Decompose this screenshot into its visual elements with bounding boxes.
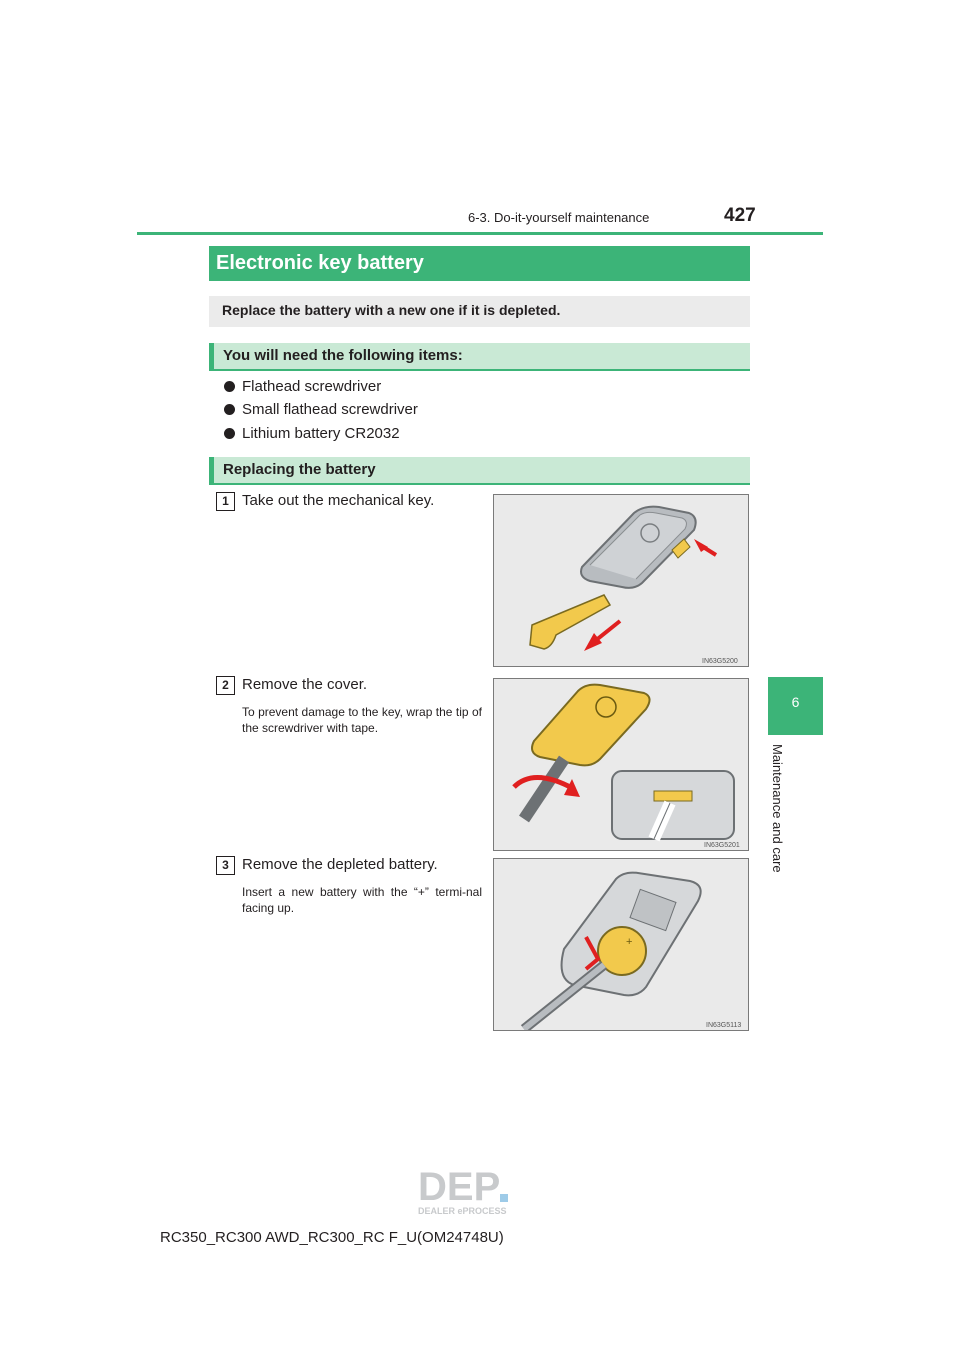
header-divider xyxy=(137,232,823,235)
dealer-eprocess-logo xyxy=(416,1164,546,1221)
step-2-figure xyxy=(493,678,749,851)
step-number: 3 xyxy=(216,856,235,875)
figure-code: IN63G5201 xyxy=(704,842,740,849)
step-text: Take out the mechanical key. xyxy=(242,492,435,509)
chapter-title: Maintenance and care xyxy=(770,744,785,873)
dep-logo-icon xyxy=(416,1164,546,1216)
key-removal-illustration xyxy=(494,495,748,666)
lead-text: Replace the battery with a new one if it is depleted. xyxy=(209,296,750,327)
step-1-figure xyxy=(493,494,749,667)
list-item: Small flathead screwdriver xyxy=(224,401,418,418)
bullet-icon xyxy=(224,381,235,392)
svg-text:DEALER ePROCESS: DEALER ePROCESS xyxy=(418,1206,507,1216)
svg-text:DEP: DEP xyxy=(418,1165,501,1209)
list-item: Flathead screwdriver xyxy=(224,378,381,395)
figure-code: IN63G5200 xyxy=(702,658,738,665)
bullet-icon xyxy=(224,428,235,439)
step-note: Insert a new battery with the “+” termi-nal facing up. xyxy=(242,885,482,915)
bullet-icon xyxy=(224,404,235,415)
step-3-figure xyxy=(493,858,749,1031)
step-text: Remove the cover. xyxy=(242,676,368,693)
page-title: Electronic key battery xyxy=(209,246,750,281)
chapter-number: 6 xyxy=(791,694,800,710)
cover-removal-illustration xyxy=(494,679,748,850)
header-section-title: 6-3. Do-it-yourself maintenance xyxy=(468,210,650,225)
chapter-tab[interactable] xyxy=(768,677,823,735)
manual-code: RC350_RC300 AWD_RC300_RC F_U(OM24748U) xyxy=(160,1229,504,1246)
svg-text:+: + xyxy=(626,936,633,948)
figure-code: IN63G5113 xyxy=(706,1022,742,1029)
replacing-heading: Replacing the battery xyxy=(209,457,750,485)
list-item: Lithium battery CR2032 xyxy=(224,425,400,442)
items-heading: You will need the following items: xyxy=(209,343,750,371)
page-number: 427 xyxy=(724,205,756,226)
step-number: 1 xyxy=(216,492,235,511)
step-number: 2 xyxy=(216,676,235,695)
step-text: Remove the depleted battery. xyxy=(242,856,438,873)
battery-removal-illustration xyxy=(494,859,748,1030)
step-note: To prevent damage to the key, wrap the tip of the screwdriver with tape. xyxy=(242,705,482,735)
